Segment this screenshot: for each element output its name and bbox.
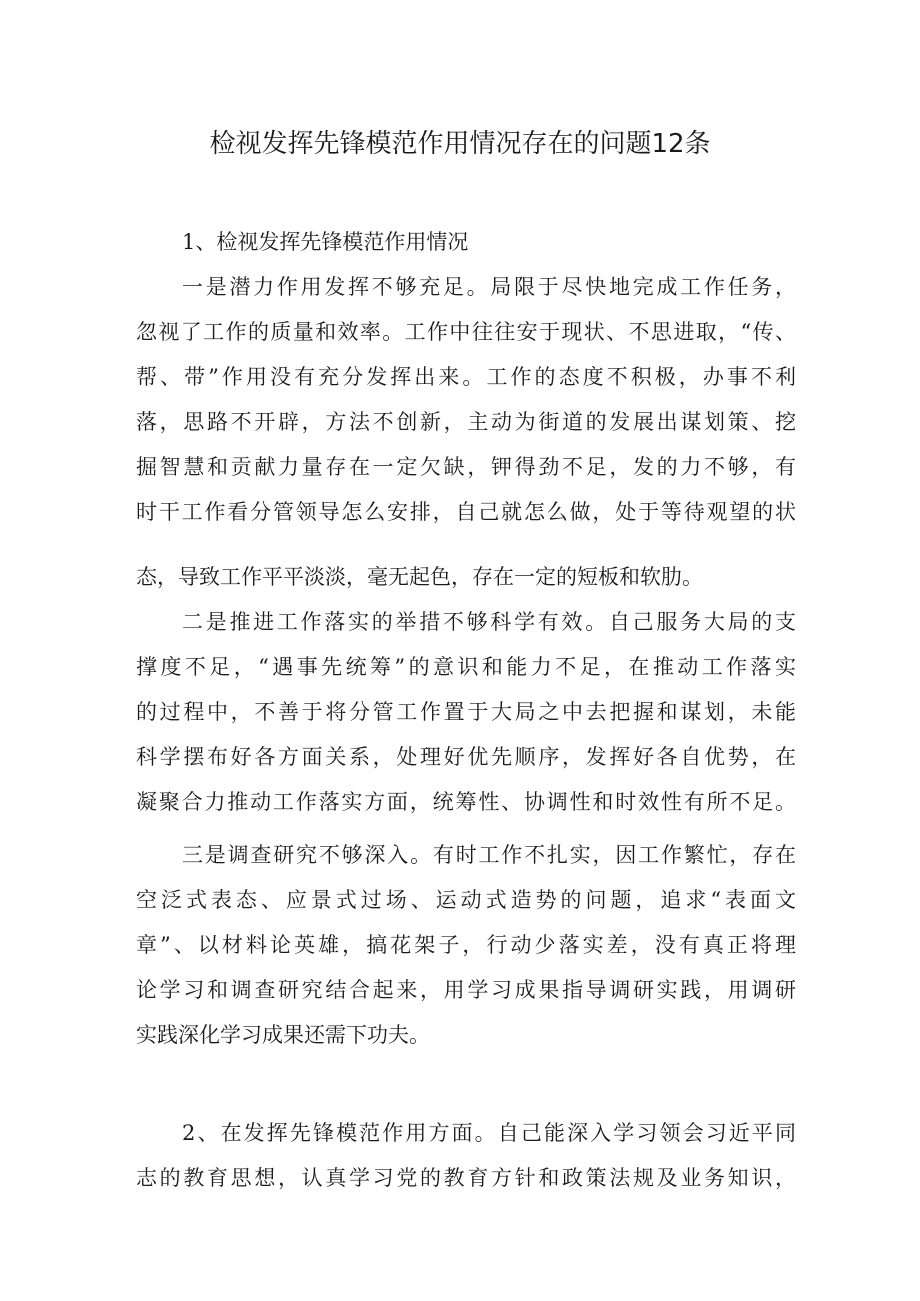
paragraph-line: 掘智慧和贡献力量存在一定欠缺，钾得劲不足，发的力不够，有: [136, 455, 796, 479]
document-title: 检视发挥先锋模范作用情况存在的问题12条: [209, 129, 711, 159]
section-heading-2: 2、在发挥先锋模范作用方面。自己能深入学习领会习近平同: [182, 1121, 796, 1145]
paragraph-line: 凝聚合力推动工作落实方面，统筹性、协调性和时效性有所不足。: [136, 790, 796, 814]
paragraph-line: 的过程中，不善于将分管工作置于大局之中去把握和谋划，未能: [136, 700, 796, 724]
paragraph-line: 空泛式表态、应景式过场、运动式造势的问题，追求“表面文: [136, 888, 796, 912]
paragraph-line: 论学习和调查研究结合起来，用学习成果指导调研实践，用调研: [136, 978, 796, 1002]
paragraph-line: 科学摆布好各方面关系，处理好优先顺序，发挥好各自优势，在: [136, 745, 796, 769]
paragraph-line: 忽视了工作的质量和效率。工作中往往安于现状、不思进取，“传、: [136, 320, 796, 344]
paragraph-line: 一是潜力作用发挥不够充足。局限于尽快地完成工作任务，: [182, 275, 796, 299]
paragraph-line: 章”、以材料论英雄，搞花架子，行动少落实差，没有真正将理: [136, 933, 796, 957]
paragraph-line: 二是推进工作落实的举措不够科学有效。自己服务大局的支: [182, 610, 796, 634]
paragraph-line: 态，导致工作平平淡淡，毫无起色，存在一定的短板和软肋。: [136, 565, 703, 589]
section-heading-1: 1、检视发挥先锋模范作用情况: [182, 230, 469, 254]
paragraph-line: 志的教育思想，认真学习党的教育方针和政策法规及业务知识，: [136, 1166, 796, 1190]
paragraph-line: 落，思路不开辟，方法不创新，主动为街道的发展出谋划策、挖: [136, 410, 796, 434]
paragraph-line: 实践深化学习成果还需下功夫。: [136, 1023, 430, 1047]
paragraph-line: 三是调查研究不够深入。有时工作不扎实，因工作繁忙，存在: [182, 843, 796, 867]
paragraph-line: 帮、带”作用没有充分发挥出来。工作的态度不积极，办事不利: [136, 365, 796, 389]
paragraph-line: 撑度不足，“遇事先统筹”的意识和能力不足，在推动工作落实: [136, 655, 796, 679]
paragraph-line: 时干工作看分管领导怎么安排，自己就怎么做，处于等待观望的状: [136, 500, 796, 524]
